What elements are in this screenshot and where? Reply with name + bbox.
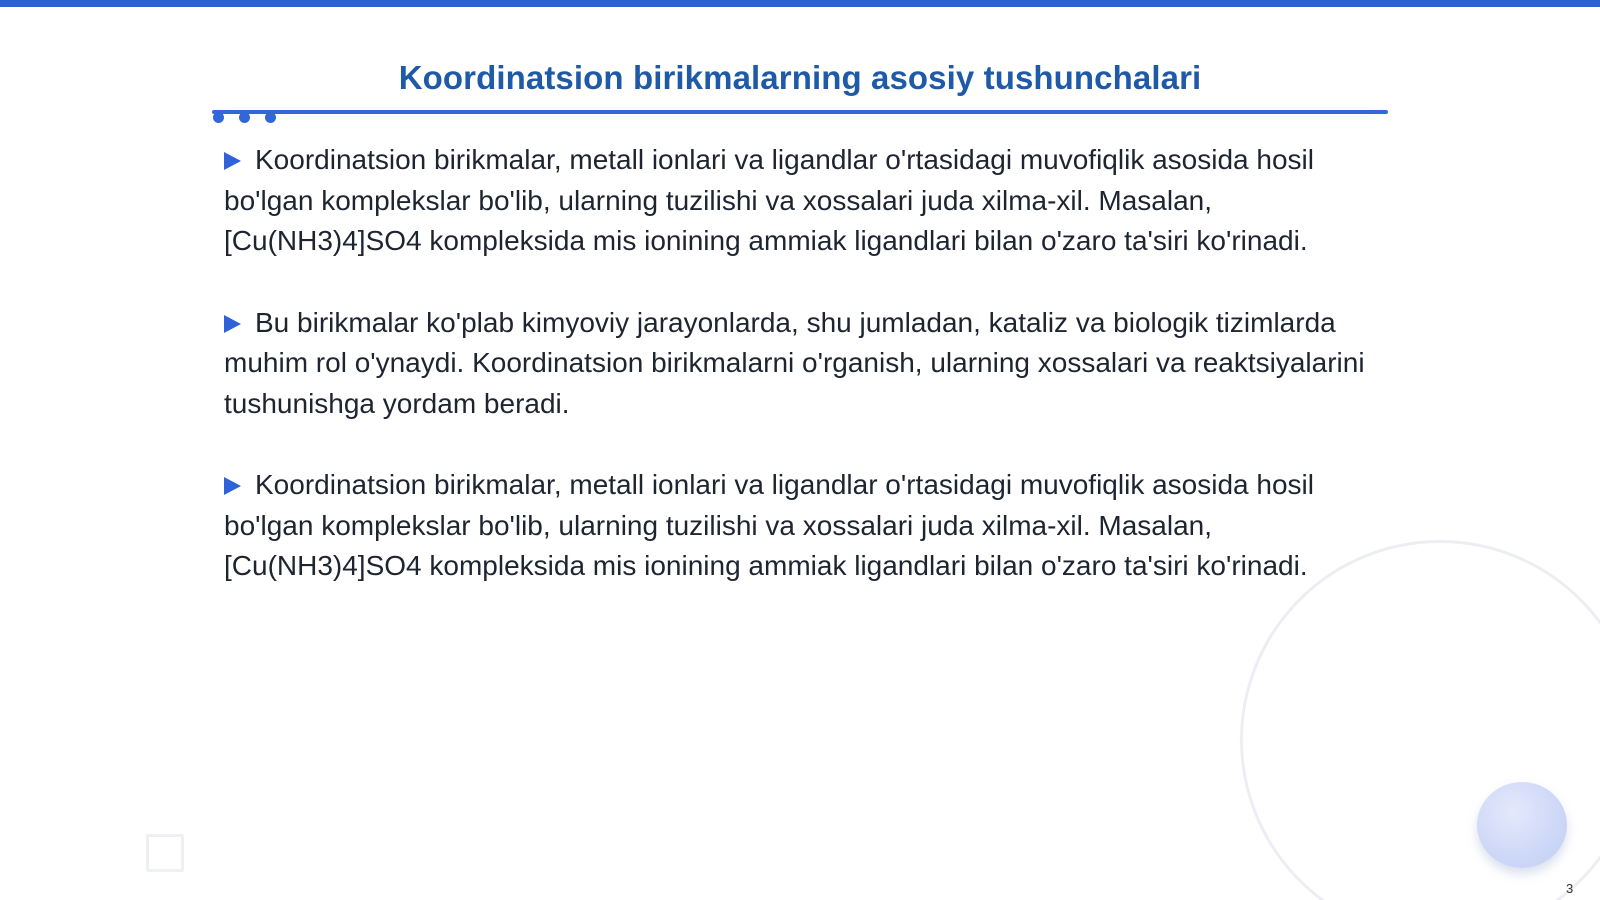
top-accent-bar [0,0,1600,7]
title-dot-2 [239,112,250,123]
bullet-item [224,465,1374,587]
title-dot-3 [265,112,276,123]
slide-title: Koordinatsion birikmalarning asosiy tushunchalari [398,59,1202,96]
bullet-item [224,303,1374,425]
title-dot-1 [213,112,224,123]
triangle-right-icon [224,477,241,495]
bullet-text: Koordinatsion birikmalar, metall ionlari va ligandlar o'rtasidagi muvofiqlik asosida hosil bo'lgan komplekslar bo'lib, ularning tuzilishi va xossalari juda xilma-xil. Masalan, [Cu(NH3)4]SO4 kompleksida mis ionining ammiak ligandlari bilan o'zaro ta'siri ko'rinadi. [224,469,1314,581]
triangle-right-icon [224,315,241,333]
bullet-text: Koordinatsion birikmalar, metall ionlari va ligandlar o'rtasidagi muvofiqlik asosida hosil bo'lgan komplekslar bo'lib, ularning tuzilishi va xossalari juda xilma-xil. Masalan, [Cu(NH3)4]SO4 kompleksida mis ionining ammiak ligandlari bilan o'zaro ta'siri ko'rinadi. [224,144,1314,256]
decorative-square [146,834,184,872]
bullet-text: Bu birikmalar ko'plab kimyoviy jarayonlarda, shu jumladan, kataliz va biologik tizimlarda muhim rol o'ynaydi. Koordinatsion birikmalarni o'rganish, ularning xossalari va reaktsiyalarini tushunishga yordam beradi. [224,306,1365,419]
title-underline [212,110,1388,114]
bullet-list [224,140,1374,628]
page-number: 3 [1566,881,1574,896]
bullet-item [224,140,1374,262]
decorative-sphere [1477,782,1567,868]
triangle-right-icon [224,152,241,170]
